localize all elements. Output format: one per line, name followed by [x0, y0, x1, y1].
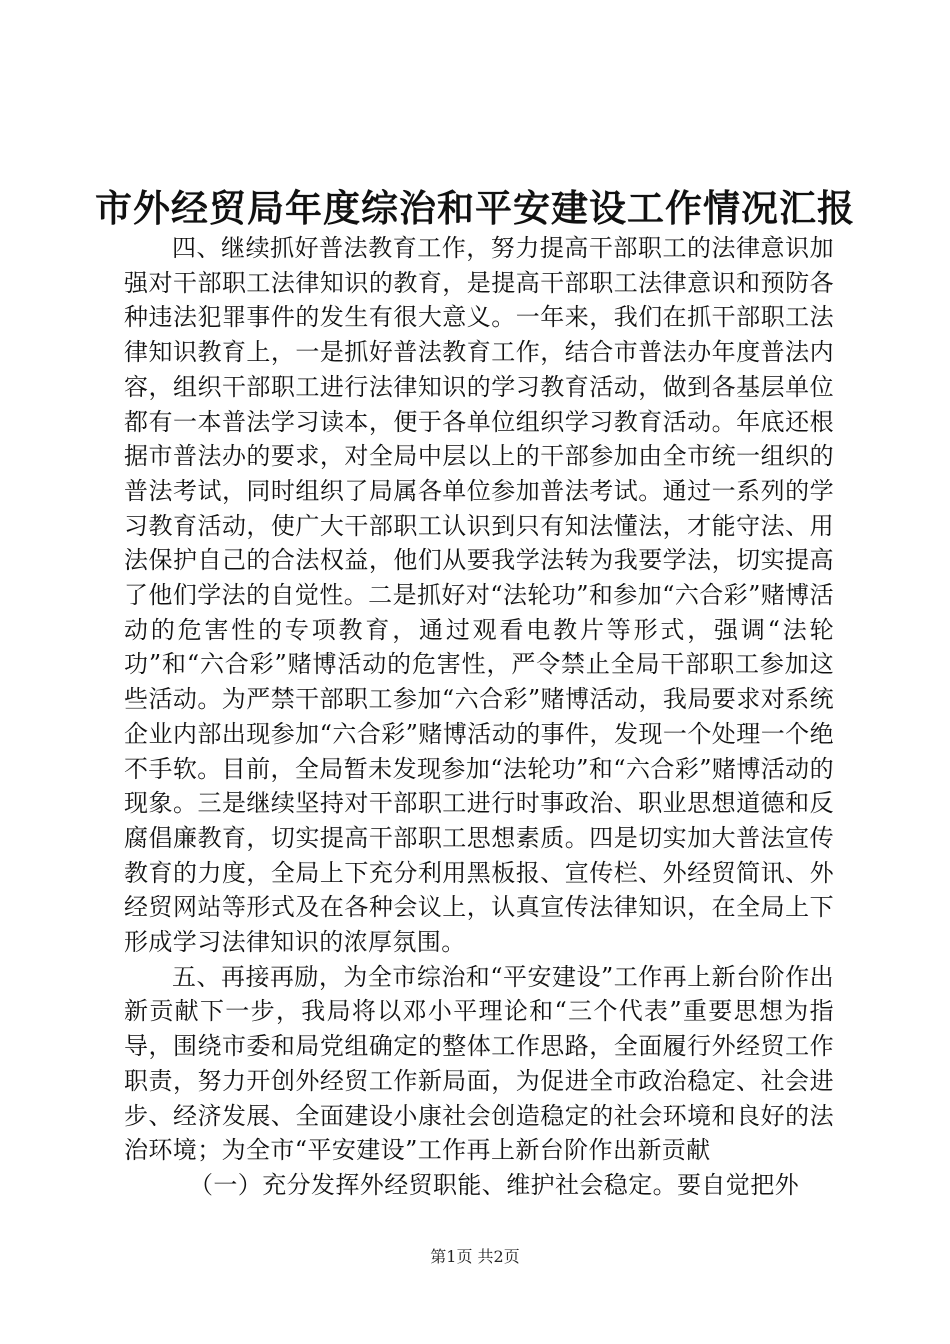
document-body — [124, 231, 834, 1203]
paragraph-legal-education: 四、继续抓好普法教育工作，努力提高干部职工的法律意识加强对干部职工法律知识的教育，是提高干部职工法律意识和预防各种违法犯罪事件的发生有很大意义。一年来，我们在抓干部职工法律知识教育上，一是抓好普法教育工作，结合市普法办年度普法内容，组织干部职工进行法律知识的学习教育活动，做到各基层单位都有一本普法学习读本，便于各单位组织学习教育活动。年底还根据市普法办的要求，对全局中层以上的干部参加由全市统一组织的普法考试，同时组织了局属各单位参加普法考试。通过一系列的学习教育活动，使广大干部职工认识到只有知法懂法，才能守法、用法保护自己的合法权益，他们从要我学法转为我要学法，切实提高了他们学法的自觉性。二是抓好对“法轮功”和参加“六合彩”赌博活动的危害性的专项教育，通过观看电教片等形式，强调“法轮功”和“六合彩”赌博活动的危害性，严令禁止全局干部职工参加这些活动。为严禁干部职工参加“六合彩”赌博活动，我局要求对系统企业内部出现参加“六合彩”赌博活动的事件，发现一个处理一个绝不手软。目前，全局暂未发现参加“法轮功”和“六合彩”赌博活动的现象。三是继续坚持对干部职工进行时事政治、职业思想道德和反腐倡廉教育，切实提高干部职工思想素质。四是切实加大普法宣传教育的力度，全局上下充分利用黑板报、宣传栏、外经贸简讯、外经贸网站等形式及在各种会议上，认真宣传法律知识，在全局上下形成学习法律知识的浓厚氛围。 — [124, 234, 834, 957]
paragraph-next-steps: 五、再接再励，为全市综治和“平安建设”工作再上新台阶作出新贡献下一步，我局将以邓小平理论和“三个代表”重要思想为指导，围绕市委和局党组确定的整体工作思路，全面履行外经贸工作职责，努力开创外经贸工作新局面，为促进全市政治稳定、社会进步、经济发展、全面建设小康社会创造稳定的社会环境和良好的法治环境；为全市“平安建设”工作再上新台阶作出新贡献 — [124, 962, 834, 1165]
document-title: 市外经贸局年度综治和平安建设工作情况汇报 — [95, 186, 855, 230]
paragraph-subsection-one: （一）充分发挥外经贸职能、维护社会稳定。要自觉把外 — [189, 1170, 799, 1199]
page-footer: 第1页 共2页 — [430, 1247, 520, 1266]
